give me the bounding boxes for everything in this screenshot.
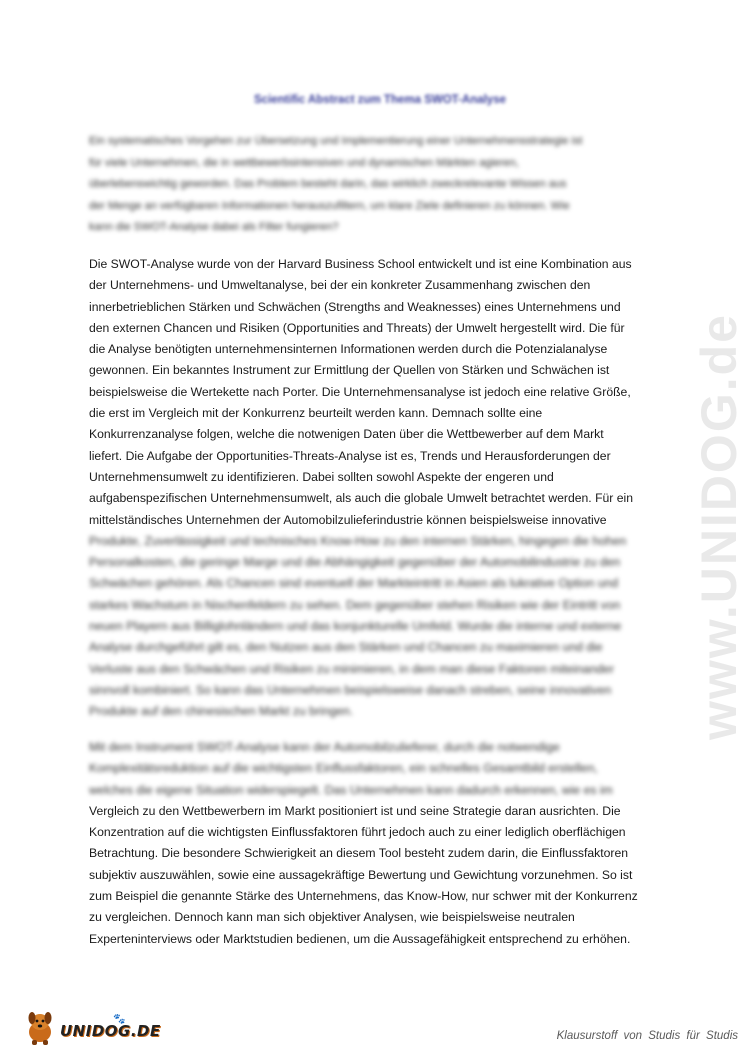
paragraph-intro <box>89 131 665 239</box>
text-line: die erst im Vergleich mit der Konkurrenz beurteilt werden kann. Demnach sollte eine <box>89 406 543 421</box>
text-line: Konzentration auf die wichtigsten Einflussfaktoren führt jedoch auch zu einer lediglich oberflächigen <box>89 825 626 840</box>
dog-mascot-icon <box>20 1008 60 1048</box>
text-line-blurred: Analyse durchgeführt gilt es, den Nutzen aus den Stärken und Chancen zu maximieren und die <box>89 640 603 655</box>
paragraph-conclusion <box>89 737 665 950</box>
text-line-blurred: starkes Wachstum in Nischenfeldern zu sehen. Dem gegenüber stehen Risiken wie der Eintritt von <box>89 597 621 612</box>
text-line: Konkurrenzanalyse folgen, welche die notwenigen Daten über die Wettbewerber auf dem Markt <box>89 427 604 442</box>
text-line: subjektiv auszuwählen, sowie eine aussagekräftige Bewertung und Gewichtung vorzunehmen. So ist <box>89 867 633 882</box>
text-line-blurred: sinnvoll kombiniert. So kann das Unternehmen beispielsweise danach streben, seine innovativen <box>89 682 612 697</box>
text-line-blurred: neuen Playern aus Billiglohnländern und das konjunkturelle Umfeld. Wurde die interne und externe <box>89 619 622 634</box>
text-line: zu vergleichen. Dennoch kann man sich objektiver Analysen, wie beispielsweise neutralen <box>89 910 575 925</box>
text-line: zum Beispiel die genannte Stärke des Unternehmens, das Know-How, nur schwer mit der Konkurrenz <box>89 889 638 904</box>
footer-tagline: Klausurstoff von Studis für Studis <box>556 1030 738 1042</box>
text-line: mittelständisches Unternehmen der Automobilzulieferindustrie können beispielsweise innovative <box>89 512 607 527</box>
paragraph-analysis <box>89 254 665 723</box>
unidog-logo[interactable] <box>20 1008 160 1048</box>
text-line: Experteninterviews oder Marktstudien bedienen, um die Aussagefähigkeit entsprechend zu erhöhen. <box>89 931 631 946</box>
text-line: innerbetrieblichen Stärken und Schwächen (Strengths and Weaknesses) eines Unternehmens und <box>89 299 621 314</box>
text-line: kann die SWOT-Analyse dabei als Filter fungieren? <box>89 221 339 233</box>
text-line: aufgabenspezifischen Unternehmensumwelt, als auch die globale Umwelt betrachtet werden. Für ein <box>89 491 633 506</box>
text-line: Unternehmensumwelt zu identifizieren. Dabei sollten sowohl Aspekte der engeren und <box>89 469 554 484</box>
text-line-blurred: Personalkosten, die geringe Marge und die Abhängigkeit gegenüber der Automobilindustrie zu den <box>89 555 621 570</box>
watermark: www.UNIDOG.de <box>691 313 747 740</box>
text-line-blurred: Schwächen gehören. Als Chancen sind eventuell der Markteintritt in Asien als lukrative Option und <box>89 576 619 591</box>
text-line-blurred: Produkte, Zuverlässigkeit und technisches Know-How zu den internen Stärken, hingegen die hohen <box>89 533 627 548</box>
text-line: Betrachtung. Die besondere Schwierigkeit an diesem Tool besteht zudem darin, die Einflussfaktoren <box>89 846 629 861</box>
text-line: Vergleich zu den Wettbewerbern im Markt positioniert ist und seine Strategie daran ausrichten. Die <box>89 803 621 818</box>
text-line: Die SWOT-Analyse wurde von der Harvard Business School entwickelt und ist eine Kombination aus <box>89 257 632 271</box>
text-line: beispielsweise die Wertekette nach Porter. Die Unternehmensanalyse ist jedoch eine relative Größe, <box>89 384 631 399</box>
text-line-blurred: Verluste aus den Schwächen und Risiken zu minimieren, in dem man diese Faktoren miteinander <box>89 661 615 676</box>
text-line: der Unternehmens- und Umweltanalyse, bei der ein konkreter Zusammenhang zwischen den <box>89 278 591 293</box>
text-line-blurred: Komplexitätsreduktion auf die wichtigsten Einflussfaktoren, ein schnelles Gesamtbild erstellen, <box>89 761 598 776</box>
text-line-blurred: Produkte auf den chinesischen Markt zu bringen. <box>89 704 354 719</box>
document-title: Scientific Abstract zum Thema SWOT-Analyse <box>254 94 506 106</box>
logo-brand-text: UNIDOG.DE <box>60 1022 161 1040</box>
text-line: überlebenswichtig geworden. Das Problem besteht darin, das wirklich zweckrelevante Wissen aus <box>89 178 567 190</box>
text-line: den externen Chancen und Risiken (Opportunities and Threats) der Umwelt hergestellt wird. Die für <box>89 320 625 335</box>
text-line: Ein systematisches Vorgehen zur Übersetzung und Implementierung einer Unternehmensstrategie ist <box>89 135 583 147</box>
text-line: für viele Unternehmen, die in wettbewerbsintensiven und dynamischen Märkten agieren, <box>89 156 519 169</box>
paw-icon: 🐾 <box>113 1014 126 1025</box>
text-line: die Analyse benötigten unternehmensinternen Informationen werden durch die Potenzialanalyse <box>89 342 608 357</box>
text-line-blurred: Mit dem Instrument SWOT-Analyse kann der Automobilzulieferer, durch die notwendige <box>89 740 560 754</box>
text-line-blurred: welches die eigene Situation widerspiegelt. Das Unternehmen kann dadurch erkennen, wie es im <box>89 782 613 797</box>
text-line: liefert. Die Aufgabe der Opportunities-Threats-Analyse ist es, Trends und Herausforderungen der <box>89 448 611 463</box>
text-line: der Menge an verfügbaren Informationen herauszufiltern, um klare Ziele definieren zu können. Wie <box>89 199 570 212</box>
text-line: gewonnen. Ein bekanntes Instrument zur Ermittlung der Quellen von Stärken und Schwächen ist <box>89 363 610 378</box>
